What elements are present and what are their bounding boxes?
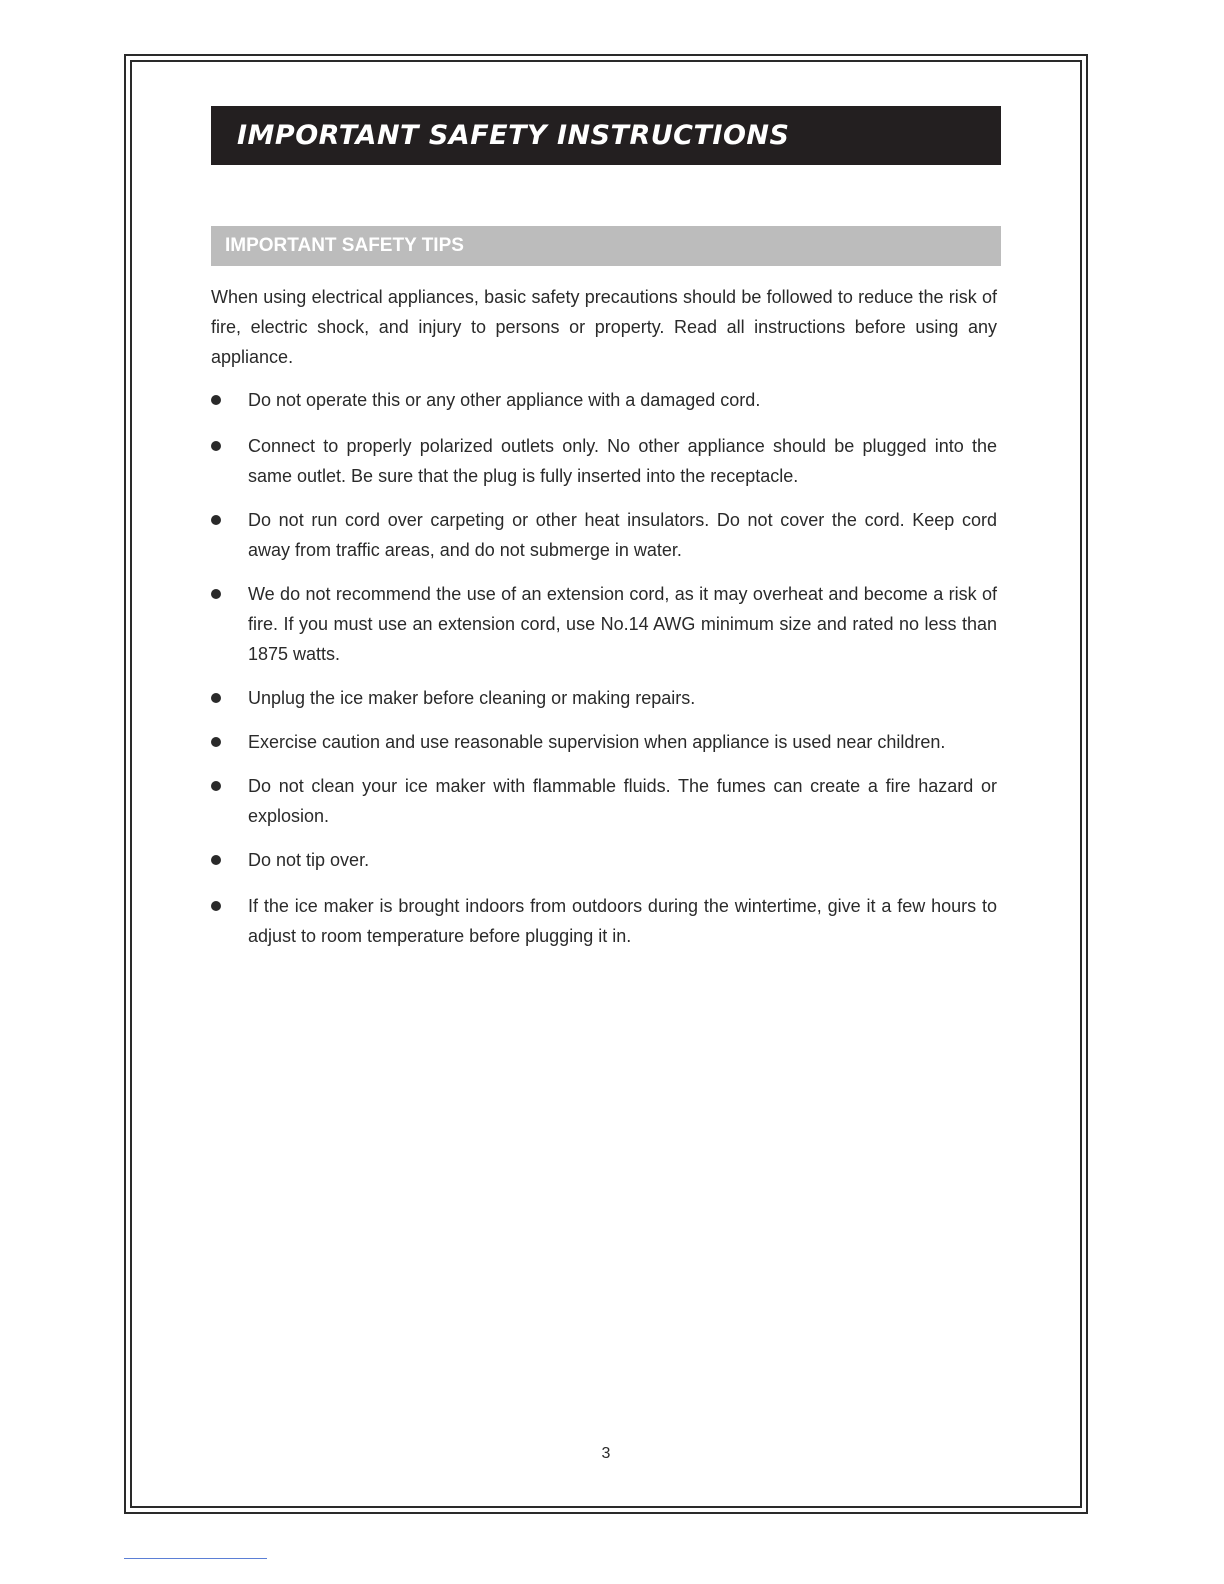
title-banner bbox=[211, 106, 1001, 165]
list-item bbox=[211, 727, 997, 757]
section-heading: IMPORTANT SAFETY TIPS bbox=[225, 235, 464, 256]
list-item-text: Do not run cord over carpeting or other heat insulators. Do not cover the cord. Keep cord away from traffic areas, and do not submerge in water. bbox=[248, 510, 997, 560]
list-item-text: We do not recommend the use of an extension cord, as it may overheat and become a risk of fire. If you must use an extension cord, use No.14 AWG minimum size and rated no less than 1875 watts. bbox=[248, 584, 997, 664]
list-item bbox=[211, 505, 997, 565]
list-item-text: Do not tip over. bbox=[248, 850, 370, 870]
bullet-icon bbox=[211, 395, 221, 405]
bullet-icon bbox=[211, 515, 221, 525]
list-item bbox=[211, 891, 997, 951]
footer-divider bbox=[124, 1558, 267, 1559]
list-item bbox=[211, 579, 997, 669]
page-number: 3 bbox=[601, 1445, 611, 1462]
intro-paragraph: When using electrical appliances, basic safety precautions should be followed to reduce the risk of fire, electric shock, and injury to persons or property. Read all instructions before using any appliance. bbox=[211, 287, 997, 367]
safety-tips-list bbox=[211, 385, 997, 951]
list-item-text: Exercise caution and use reasonable supervision when appliance is used near children. bbox=[248, 732, 946, 752]
bullet-icon bbox=[211, 693, 221, 703]
page-title: IMPORTANT SAFETY INSTRUCTIONS bbox=[237, 120, 790, 151]
bullet-icon bbox=[211, 855, 221, 865]
bullet-icon bbox=[211, 901, 221, 911]
bullet-icon bbox=[211, 737, 221, 747]
list-item bbox=[211, 431, 997, 491]
list-item bbox=[211, 683, 997, 713]
list-item bbox=[211, 771, 997, 831]
list-item-text: Do not clean your ice maker with flammable fluids. The fumes can create a fire hazard or explosion. bbox=[248, 776, 997, 826]
list-item bbox=[211, 385, 997, 415]
safety-tips-content bbox=[211, 282, 997, 951]
bullet-icon bbox=[211, 589, 221, 599]
list-item-text: If the ice maker is brought indoors from outdoors during the wintertime, give it a few hours to adjust to room temperature before plugging it in. bbox=[248, 896, 997, 946]
list-item-text: Connect to properly polarized outlets only. No other appliance should be plugged into the same outlet. Be sure that the plug is fully inserted into the receptacle. bbox=[248, 436, 997, 486]
bullet-icon bbox=[211, 781, 221, 791]
list-item-text: Unplug the ice maker before cleaning or making repairs. bbox=[248, 688, 696, 708]
bullet-icon bbox=[211, 441, 221, 451]
section-heading-banner bbox=[211, 226, 1001, 266]
list-item bbox=[211, 845, 997, 875]
list-item-text: Do not operate this or any other appliance with a damaged cord. bbox=[248, 390, 761, 410]
